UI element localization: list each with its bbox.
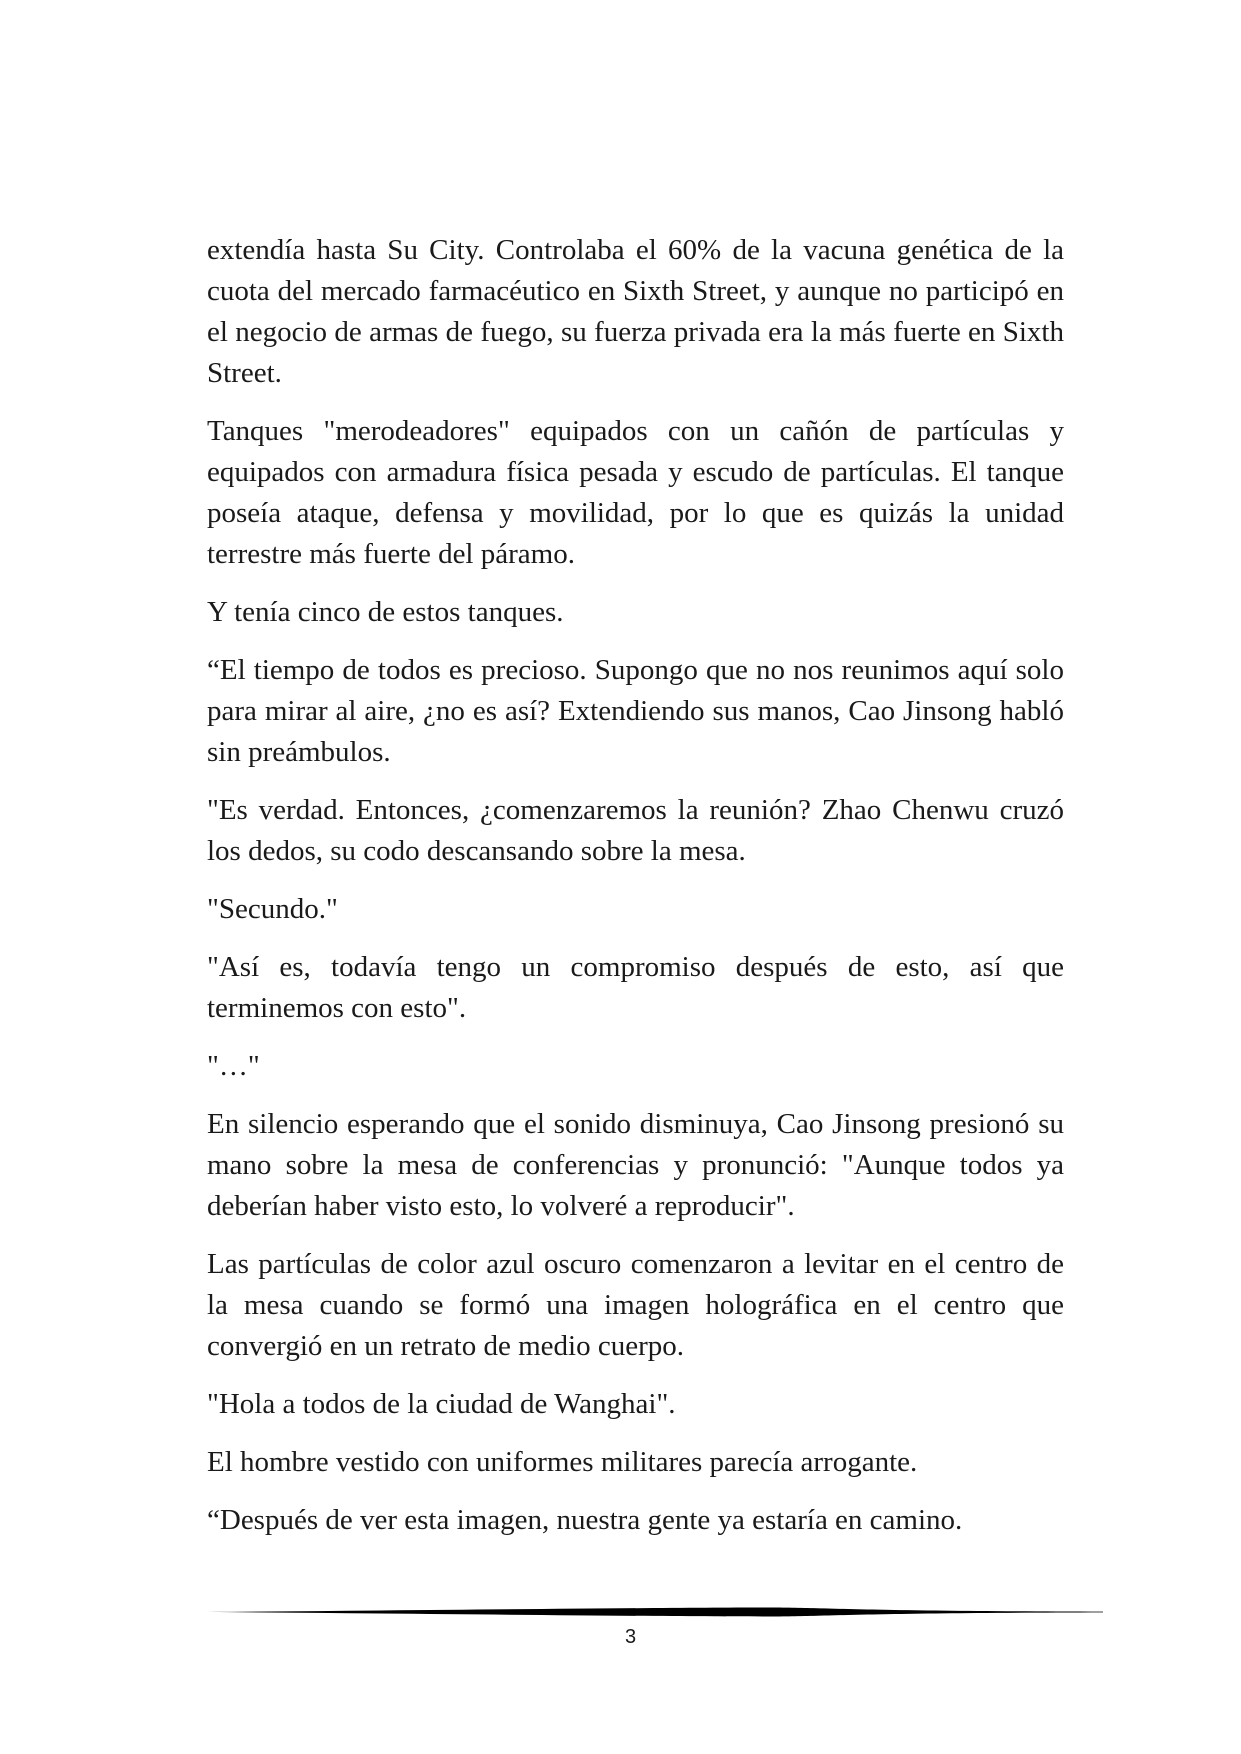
page-number: 3 <box>624 1626 637 1648</box>
paragraph-6: "Secundo." <box>207 893 338 925</box>
body-text <box>207 230 1064 1558</box>
paragraph-12: El hombre vestido con uniformes militares parecía arrogante. <box>207 1446 918 1478</box>
paragraph-4: “El tiempo de todos es precioso. Supongo que no nos reunimos aquí solo para mirar al aire, ¿no es así? Extendiendo sus manos, Cao Jinsong habló sin preámbulos. <box>207 654 1064 768</box>
footer-divider <box>207 1607 1103 1617</box>
footer-divider-swash <box>207 1608 1103 1617</box>
paragraph-10: Las partículas de color azul oscuro comenzaron a levitar en el centro de la mesa cuando se formó una imagen holográfica en el centro que convergió en un retrato de medio cuerpo. <box>207 1248 1064 1362</box>
paragraph-3: Y tenía cinco de estos tanques. <box>207 596 564 628</box>
paragraph-8: "…" <box>207 1050 260 1082</box>
paragraph-2: Tanques "merodeadores" equipados con un cañón de partículas y equipados con armadura física pesada y escudo de partículas. El tanque poseía ataque, defensa y movilidad, por lo que es quizás la unidad terrestre más fuerte del páramo. <box>207 415 1064 570</box>
paragraph-5: "Es verdad. Entonces, ¿comenzaremos la reunión? Zhao Chenwu cruzó los dedos, su codo descansando sobre la mesa. <box>207 794 1064 867</box>
paragraph-1: extendía hasta Su City. Controlaba el 60% de la vacuna genética de la cuota del mercado farmacéutico en Sixth Street, y aunque no participó en el negocio de armas de fuego, su fuerza privada era la más fuerte en Sixth Street. <box>207 234 1064 389</box>
paragraph-13: “Después de ver esta imagen, nuestra gente ya estaría en camino. <box>207 1504 963 1536</box>
paragraph-9: En silencio esperando que el sonido disminuya, Cao Jinsong presionó su mano sobre la mesa de conferencias y pronunció: "Aunque todos ya deberían haber visto esto, lo volveré a reproducir". <box>207 1108 1064 1222</box>
paragraph-11: "Hola a todos de la ciudad de Wanghai". <box>207 1388 676 1420</box>
paragraph-7: "Así es, todavía tengo un compromiso después de esto, así que terminemos con esto". <box>207 951 1064 1024</box>
